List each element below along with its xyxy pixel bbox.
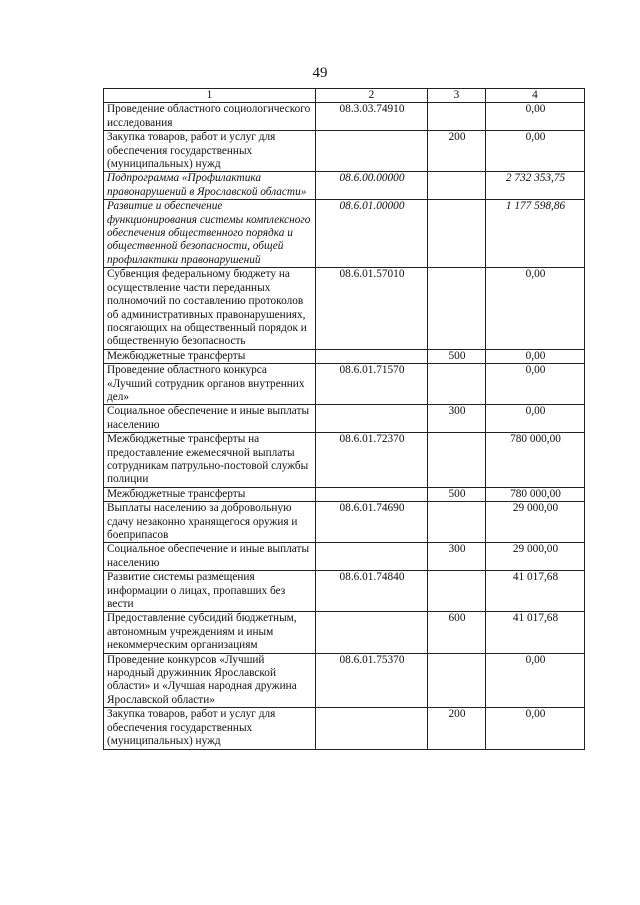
cell-amount: 780 000,00 [486,487,585,501]
table-row [104,268,585,349]
cell-amount: 29 000,00 [486,502,585,543]
cell-code [316,131,428,172]
cell-name: Проведение областного социологического исследования [104,103,316,131]
table-row [104,172,585,200]
table-body [104,103,585,749]
cell-amount: 0,00 [486,268,585,349]
cell-expense-kind [428,433,486,488]
cell-code: 08.6.01.57010 [316,268,428,349]
cell-amount: 0,00 [486,708,585,749]
cell-code: 08.6.01.72370 [316,433,428,488]
column-header-4: 4 [486,89,585,103]
table-row [104,103,585,131]
cell-code: 08.6.01.75370 [316,653,428,708]
cell-expense-kind: 300 [428,543,486,571]
cell-expense-kind [428,268,486,349]
cell-code: 08.3.03.74910 [316,103,428,131]
table-row [104,131,585,172]
cell-amount: 0,00 [486,131,585,172]
cell-name: Социальное обеспечение и иные выплаты населению [104,405,316,433]
column-header-2: 2 [316,89,428,103]
cell-code [316,487,428,501]
table-row [104,543,585,571]
cell-expense-kind [428,571,486,612]
cell-name: Закупка товаров, работ и услуг для обеспечения государственных (муниципальных) нужд [104,131,316,172]
cell-name: Подпрограмма «Профилактика правонарушений в Ярославской области» [104,172,316,200]
cell-code [316,543,428,571]
cell-amount: 41 017,68 [486,612,585,653]
table-row [104,364,585,405]
table-row [104,433,585,488]
cell-code: 08.6.01.00000 [316,200,428,268]
cell-name: Развитие и обеспечение функционирования системы комплексного обеспечения общественного порядка и общественной безопасности, общей профилактики правонарушений [104,200,316,268]
cell-name: Межбюджетные трансферты [104,487,316,501]
cell-code: 08.6.00.00000 [316,172,428,200]
table-row [104,571,585,612]
cell-code: 08.6.01.74690 [316,502,428,543]
table-row [104,405,585,433]
cell-name: Закупка товаров, работ и услуг для обеспечения государственных (муниципальных) нужд [104,708,316,749]
cell-amount: 29 000,00 [486,543,585,571]
cell-name: Субвенция федеральному бюджету на осуществление части переданных полномочий по составлению протоколов об административных правонарушениях, посягающих на общественный порядок и общественную безопасность [104,268,316,349]
cell-amount: 2 732 353,75 [486,172,585,200]
cell-expense-kind: 600 [428,612,486,653]
cell-expense-kind [428,502,486,543]
cell-amount: 0,00 [486,349,585,363]
cell-amount: 780 000,00 [486,433,585,488]
cell-code [316,708,428,749]
cell-expense-kind [428,200,486,268]
cell-name: Социальное обеспечение и иные выплаты населению [104,543,316,571]
table-row [104,612,585,653]
table-row [104,487,585,501]
cell-code [316,349,428,363]
table-row [104,708,585,749]
cell-expense-kind [428,103,486,131]
cell-name: Предоставление субсидий бюджетным, автономным учреждениям и иным некоммерческим организациям [104,612,316,653]
column-header-1: 1 [104,89,316,103]
cell-amount: 0,00 [486,653,585,708]
cell-name: Проведение конкурсов «Лучший народный дружинник Ярославской области» и «Лучшая народная дружина Ярославской области» [104,653,316,708]
cell-name: Проведение областного конкурса «Лучший сотрудник органов внутренних дел» [104,364,316,405]
cell-amount: 0,00 [486,103,585,131]
cell-expense-kind [428,172,486,200]
table-row [104,653,585,708]
cell-code [316,612,428,653]
table-row [104,502,585,543]
cell-expense-kind: 200 [428,131,486,172]
cell-amount: 1 177 598,86 [486,200,585,268]
table-header-row [104,89,585,103]
cell-name: Развитие системы размещения информации о лицах, пропавших без вести [104,571,316,612]
cell-amount: 0,00 [486,405,585,433]
cell-expense-kind: 500 [428,487,486,501]
budget-table [103,88,585,750]
table-row [104,200,585,268]
cell-amount: 41 017,68 [486,571,585,612]
cell-name: Межбюджетные трансферты на предоставление ежемесячной выплаты сотрудникам патрульно-постовой службы полиции [104,433,316,488]
cell-expense-kind [428,653,486,708]
cell-expense-kind: 300 [428,405,486,433]
cell-name: Выплаты населению за добровольную сдачу незаконно хранящегося оружия и боеприпасов [104,502,316,543]
table-row [104,349,585,363]
cell-code: 08.6.01.74840 [316,571,428,612]
cell-expense-kind [428,364,486,405]
cell-name: Межбюджетные трансферты [104,349,316,363]
cell-expense-kind: 500 [428,349,486,363]
column-header-3: 3 [428,89,486,103]
cell-code: 08.6.01.71570 [316,364,428,405]
cell-amount: 0,00 [486,364,585,405]
cell-code [316,405,428,433]
page-number: 49 [312,65,328,81]
cell-expense-kind: 200 [428,708,486,749]
